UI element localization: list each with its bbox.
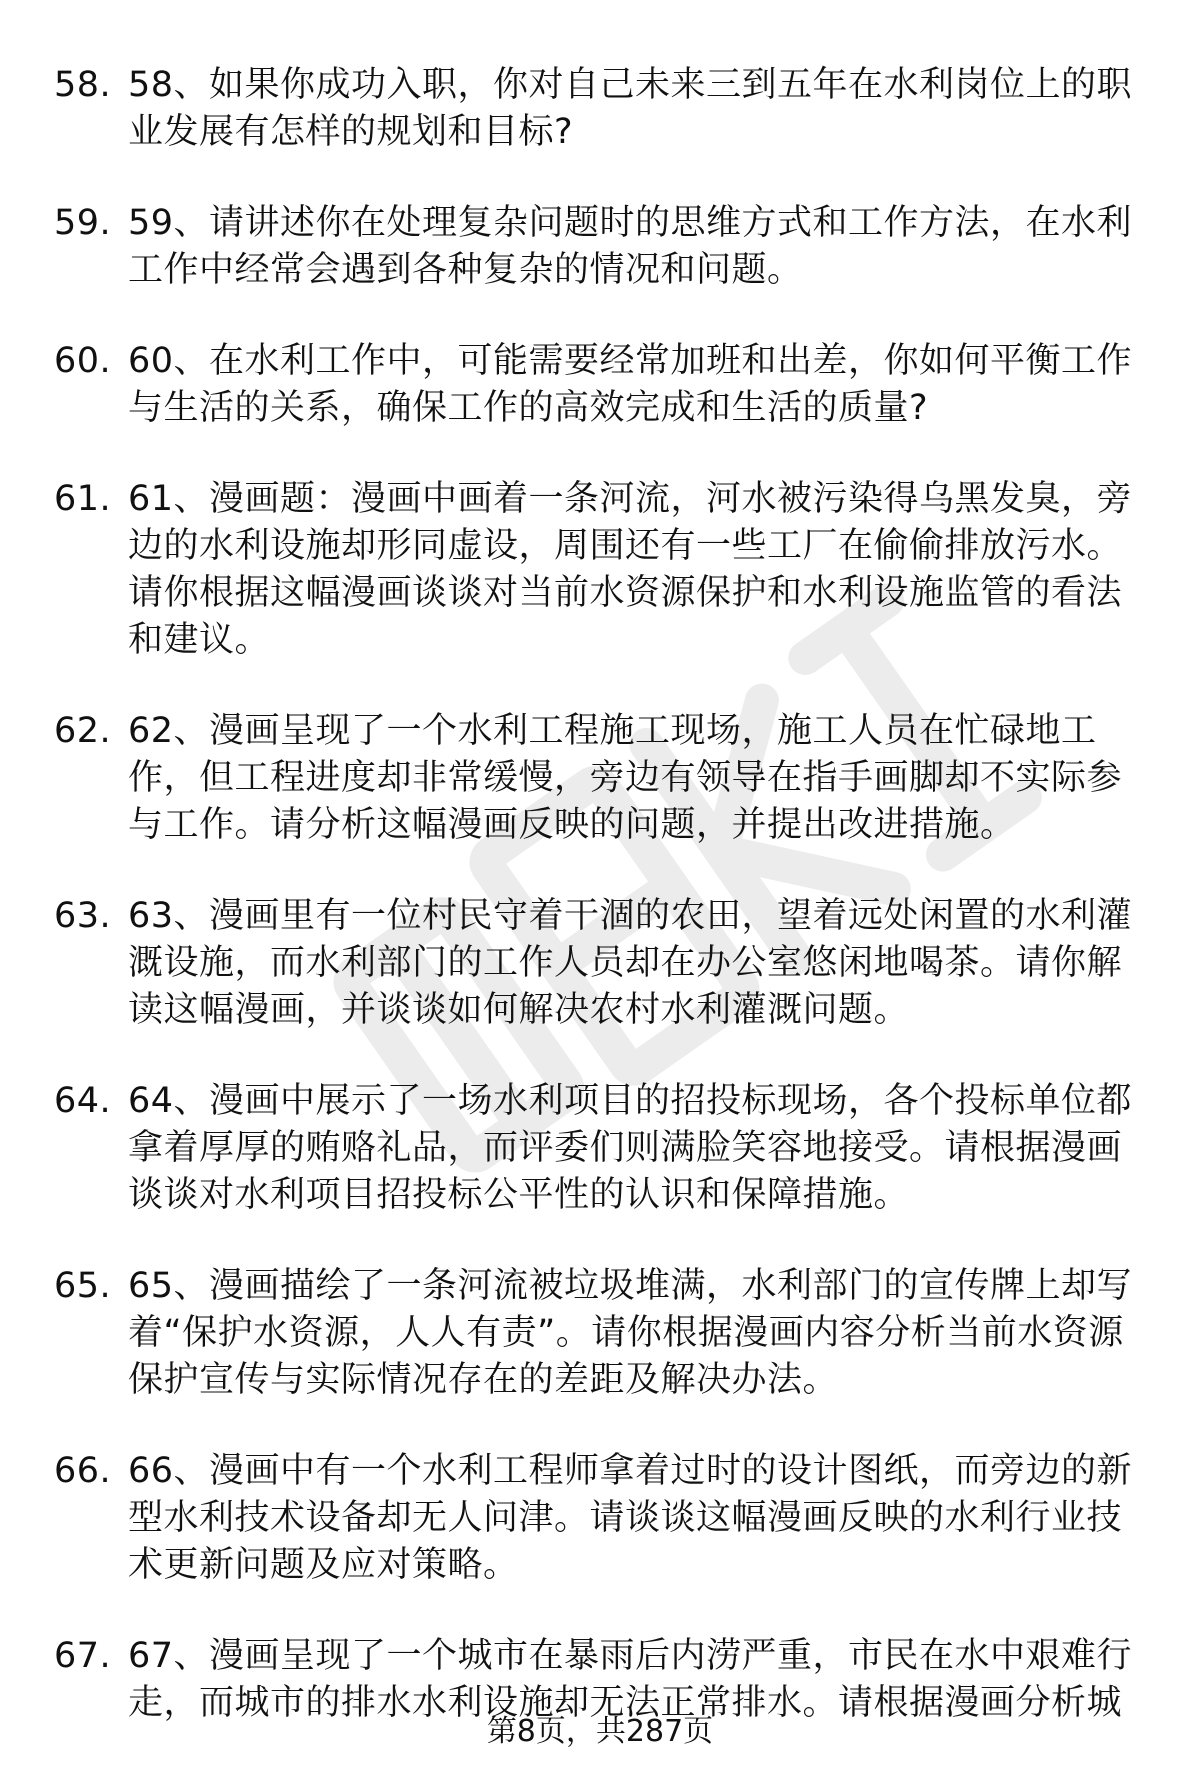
question-number: 65. [54,1266,112,1306]
question-item [0,476,1200,664]
question-number: 59. [54,203,112,243]
question-item [0,62,1200,156]
question-text: 61、漫画题：漫画中画着一条河流，河水被污染得乌黑发臭，旁边的水利设施却形同虚设，周围还有一些工厂在偷偷排放污水。请你根据这幅漫画谈谈对当前水资源保护和水利设施监管的看法和建议。 [128,479,1133,660]
question-item [0,893,1200,1034]
question-text: 60、在水利工作中，可能需要经常加班和出差，你如何平衡工作与生活的关系，确保工作的高效完成和生活的质量? [128,341,1133,428]
page-footer: 第8页，共287页 [486,1714,714,1749]
question-number: 63. [54,896,112,936]
question-item [0,1078,1200,1219]
question-text: 67、漫画呈现了一个城市在暴雨后内涝严重，市民在水中艰难行走，而城市的排水水利设施却无法正常排水。请根据漫画分析城 [128,1636,1133,1723]
question-item [0,1263,1200,1404]
question-text: 63、漫画里有一位村民守着干涸的农田，望着远处闲置的水利灌溉设施，而水利部门的工作人员却在办公室悠闲地喝茶。请你解读这幅漫画，并谈谈如何解决农村水利灌溉问题。 [128,896,1133,1030]
question-number: 62. [54,711,112,751]
question-number: 66. [54,1451,112,1491]
question-item [0,708,1200,849]
question-number: 60. [54,341,112,381]
question-item [0,1448,1200,1589]
question-text: 59、请讲述你在处理复杂问题时的思维方式和工作方法，在水利工作中经常会遇到各种复杂的情况和问题。 [128,203,1133,290]
question-number: 61. [54,479,112,519]
question-text: 58、如果你成功入职，你对自己未来三到五年在水利岗位上的职业发展有怎样的规划和目标? [128,65,1133,152]
question-item [0,200,1200,294]
question-number: 67. [54,1636,112,1676]
question-number: 64. [54,1081,112,1121]
question-number: 58. [54,65,112,105]
question-list [0,62,1200,1771]
question-item [0,338,1200,432]
question-text: 62、漫画呈现了一个水利工程施工现场，施工人员在忙碌地工作，但工程进度却非常缓慢，旁边有领导在指手画脚却不实际参与工作。请分析这幅漫画反映的问题，并提出改进措施。 [128,711,1123,845]
question-text: 64、漫画中展示了一场水利项目的招投标现场，各个投标单位都拿着厚厚的贿赂礼品，而评委们则满脸笑容地接受。请根据漫画谈谈对水利项目招投标公平性的认识和保障措施。 [128,1081,1133,1215]
question-text: 65、漫画描绘了一条河流被垃圾堆满，水利部门的宣传牌上却写着“保护水资源，人人有责”。请你根据漫画内容分析当前水资源保护宣传与实际情况存在的差距及解决办法。 [128,1266,1133,1400]
question-text: 66、漫画中有一个水利工程师拿着过时的设计图纸，而旁边的新型水利技术设备却无人问津。请谈谈这幅漫画反映的水利行业技术更新问题及应对策略。 [128,1451,1133,1585]
